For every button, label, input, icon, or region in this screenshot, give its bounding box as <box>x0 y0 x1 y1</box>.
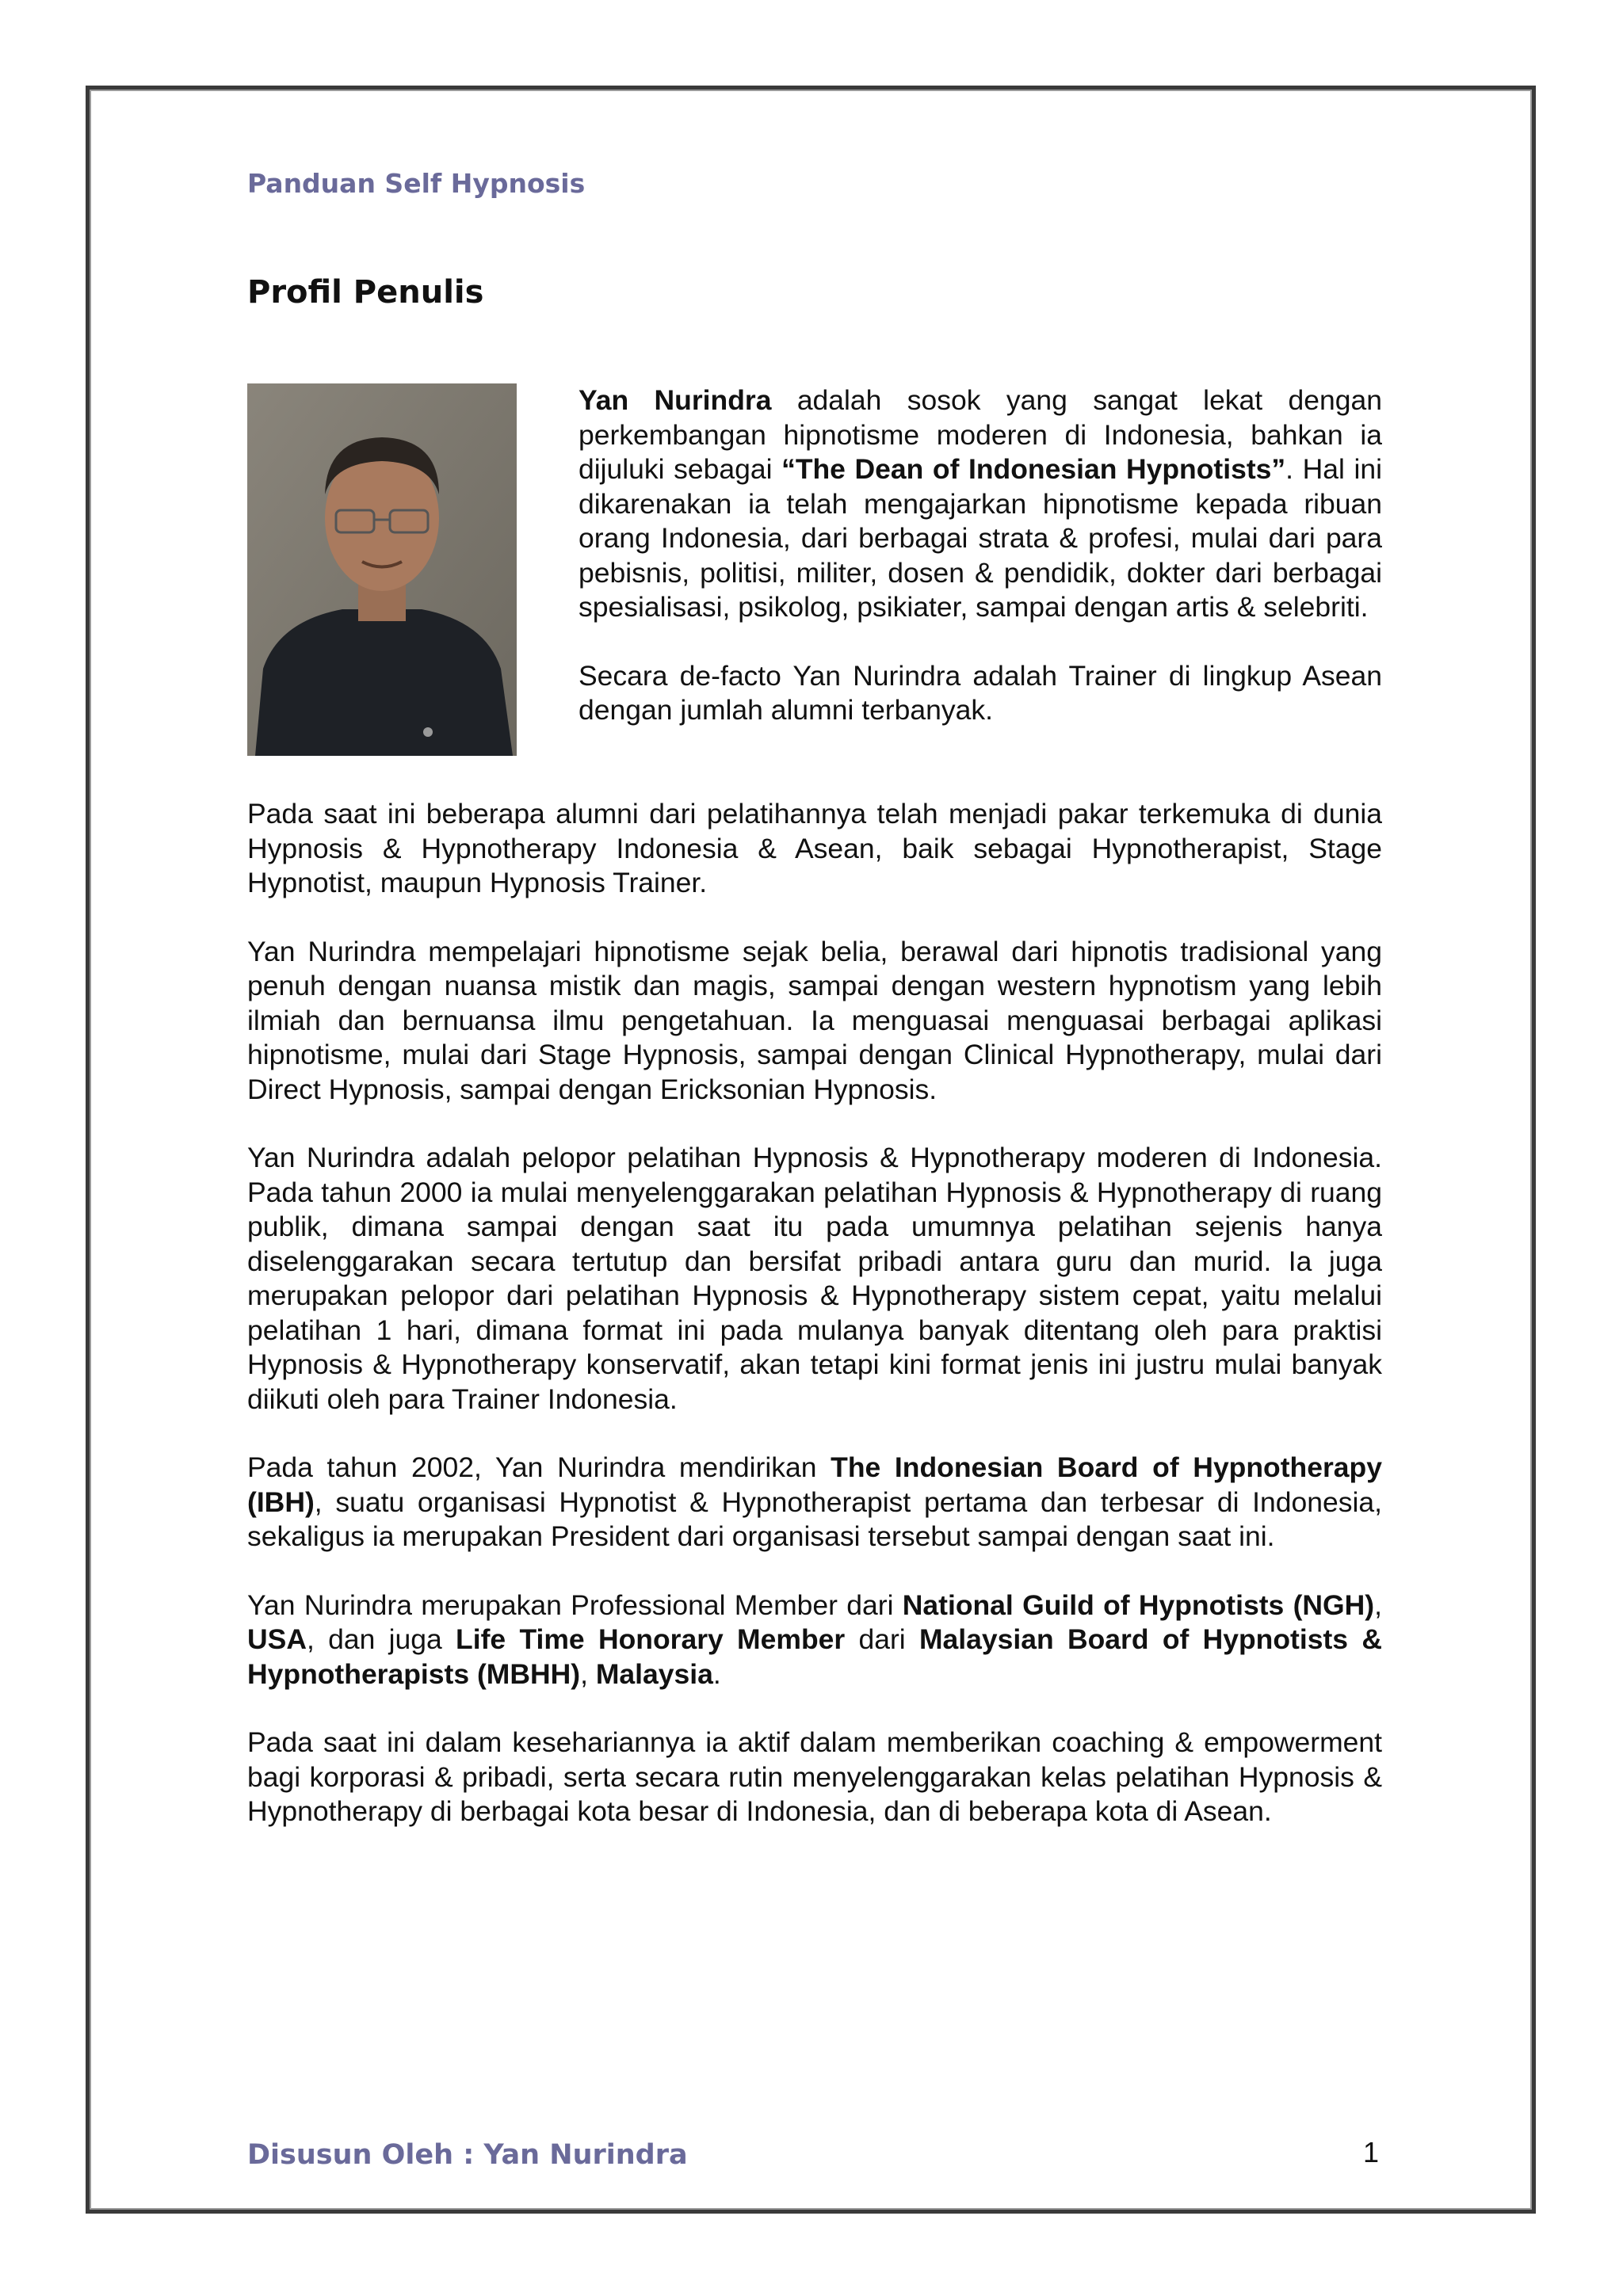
paragraph-text: Yan Nurindra merupakan Professional Member dari <box>247 1589 903 1621</box>
paragraph-text: Pada tahun 2002, Yan Nurindra mendirikan <box>247 1451 831 1483</box>
paragraph-text: . <box>712 1657 721 1690</box>
paragraph-current-activity: Pada saat ini dalam kesehariannya ia aktif dalam memberikan coaching & empowerment bagi korporasi & pribadi, serta secara rutin menyelenggarakan kelas pelatihan Hypnosis & Hypnotherapy di berbagai kota besar di Indonesia, dan di beberapa kota di Asean. <box>247 1726 1382 1827</box>
paragraph-text: dari <box>845 1623 919 1655</box>
page-title: Profil Penulis <box>247 274 484 311</box>
running-header: Panduan Self Hypnosis <box>247 168 586 199</box>
org-name: The Indonesian Board of Hypnotherapy (IBH) <box>247 1451 1382 1518</box>
paragraph-text: , <box>1374 1589 1382 1621</box>
membership-title: Life Time Honorary Member <box>456 1623 846 1655</box>
author-photo <box>247 383 517 756</box>
paragraph-history: Yan Nurindra mempelajari hipnotisme sejak belia, berawal dari hipnotis tradisional yang penuh dengan nuansa mistik dan magis, sampai dengan western hypnotism yang lebih ilmiah dan bernuansa ilmu pengetahuan. Ia menguasai menguasai berbagai aplikasi hipnotisme, mulai dari Stage Hypnosis, sampai dengan Clinical Hypnotherapy, mulai dari Direct Hypnosis, sampai dengan Ericksonian Hypnosis. <box>247 935 1382 1105</box>
country-name: USA <box>247 1623 307 1655</box>
org-name: National Guild of Hypnotists (NGH) <box>902 1589 1375 1621</box>
paragraph-ibh <box>247 1451 1382 1554</box>
org-name: Malaysian Board of Hypnotists & Hypnotherapists (MBHH) <box>247 1623 1382 1690</box>
author-portrait-icon <box>247 383 517 756</box>
intro-paragraph-2: Secara de-facto Yan Nurindra adalah Trainer di lingkup Asean dengan jumlah alumni terbanyak. <box>579 659 1382 726</box>
paragraph-alumni: Pada saat ini beberapa alumni dari pelatihannya telah menjadi pakar terkemuka di dunia Hypnosis & Hypnotherapy Indonesia & Asean, baik sebagai Hypnotherapist, Stage Hypnotist, maupun Hypnosis Trainer. <box>247 798 1382 898</box>
paragraph-memberships <box>247 1589 1382 1692</box>
intro-paragraph-1 <box>579 383 1382 625</box>
paragraph-text: , dan juga <box>306 1623 456 1655</box>
intro-section <box>579 383 1382 728</box>
author-name: Yan Nurindra <box>579 384 772 416</box>
author-nickname: “The Dean of Indonesian Hypnotists” <box>781 453 1286 485</box>
paragraph-text: , suatu organisasi Hypnotist & Hypnotherapist pertama dan terbesar di Indonesia, sekaligus ia merupakan President dari organisasi tersebut sampai dengan saat ini. <box>247 1486 1382 1552</box>
intro-text: . Hal ini dikarenakan ia telah mengajarkan hipnotisme kepada ribuan orang Indonesia, dari berbagai strata & profesi, mulai dari para pebisnis, politisi, militer, dosen & pendidik, dokter dari berbagai spesialisasi, psikolog, psikiater, sampai dengan artis & selebriti. <box>579 453 1382 623</box>
paragraph-text: , <box>580 1657 596 1690</box>
footer-author: Disusun Oleh : Yan Nurindra <box>247 2139 688 2171</box>
paragraph-pioneer: Yan Nurindra adalah pelopor pelatihan Hypnosis & Hypnotherapy moderen di Indonesia. Pada tahun 2000 ia mulai menyelenggarakan pelatihan Hypnosis & Hypnotherapy di ruang publik, dimana sampai dengan saat itu pada umumnya pelatihan sejenis hanya diselenggarakan secara tertutup dan bersifat pribadi antara guru dan murid. Ia juga merupakan pelopor dari pelatihan Hypnosis & Hypnotherapy sistem cepat, yaitu melalui pelatihan 1 hari, dimana format ini pada mulanya banyak ditentang oleh para praktisi Hypnosis & Hypnotherapy konservatif, akan tetapi kini format jenis ini justru mulai banyak diikuti oleh para Trainer Indonesia. <box>247 1142 1382 1415</box>
country-name: Malaysia <box>595 1657 713 1690</box>
page-number: 1 <box>1363 2136 1380 2168</box>
intro-text: adalah sosok yang sangat lekat dengan perkembangan hipnotisme moderen di Indonesia, bahkan ia dijuluki sebagai <box>579 384 1382 485</box>
body-section <box>247 797 1382 1829</box>
